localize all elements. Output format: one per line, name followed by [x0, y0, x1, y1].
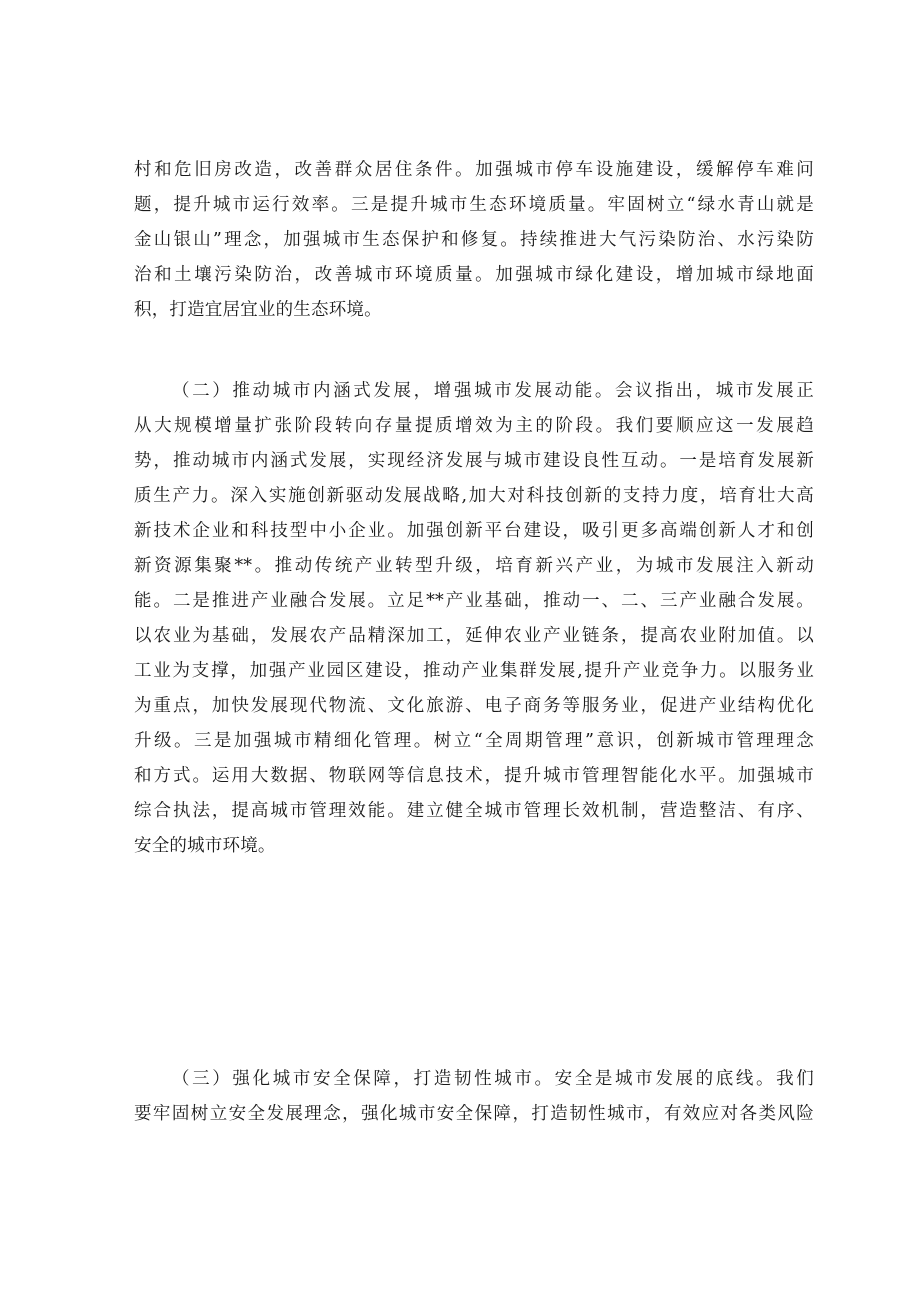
paragraph-line: 村和危旧房改造，改善群众居住条件。加强城市停车设施建设，缓解停车难问 — [134, 160, 814, 180]
paragraph-line: 质生产力。深入实施创新驱动发展战略,加大对科技创新的支持力度，培育壮大高 — [134, 486, 814, 506]
paragraph-line: 为重点，加快发展现代物流、文化旅游、电子商务等服务业，促进产业结构优化 — [134, 696, 814, 716]
paragraph-line: 要牢固树立安全发展理念，强化城市安全保障，打造韧性城市，有效应对各类风险 — [134, 1104, 814, 1124]
paragraph-line: 题，提升城市运行效率。三是提升城市生态环境质量。牢固树立“绿水青山就是 — [134, 195, 814, 215]
paragraph-line: 新技术企业和科技型中小企业。加强创新平台建设，吸引更多高端创新人才和创 — [134, 521, 814, 541]
paragraph-line: 以农业为基础，发展农产品精深加工，延伸农业产业链条，提高农业附加值。以 — [134, 626, 814, 646]
paragraph-line: 积，打造宜居宜业的生态环境。 — [134, 300, 382, 320]
paragraph-line: （二）推动城市内涵式发展，增强城市发展动能。会议指出，城市发展正 — [172, 381, 814, 401]
paragraph-1 — [134, 153, 814, 328]
paragraph-line: 新资源集聚**。推动传统产业转型升级，培育新兴产业，为城市发展注入新动 — [134, 556, 814, 576]
paragraph-2 — [134, 374, 814, 864]
paragraph-line: 安全的城市环境。 — [134, 836, 276, 856]
paragraph-line: 治和土壤污染防治，改善城市环境质量。加强城市绿化建设，增加城市绿地面 — [134, 265, 814, 285]
paragraph-line: 升级。三是加强城市精细化管理。树立“全周期管理”意识，创新城市管理理念 — [134, 731, 814, 751]
paragraph-line: 和方式。运用大数据、物联网等信息技术，提升城市管理智能化水平。加强城市 — [134, 766, 814, 786]
paragraph-line: （三）强化城市安全保障，打造韧性城市。安全是城市发展的底线。我们 — [172, 1069, 814, 1089]
paragraph-line: 从大规模增量扩张阶段转向存量提质增效为主的阶段。我们要顺应这一发展趋 — [134, 416, 814, 436]
paragraph-line: 综合执法，提高城市管理效能。建立健全城市管理长效机制，营造整洁、有序、 — [134, 801, 814, 821]
paragraph-line: 金山银山”理念，加强城市生态保护和修复。持续推进大气污染防治、水污染防 — [134, 230, 814, 250]
paragraph-line: 能。二是推进产业融合发展。立足**产业基础，推动一、二、三产业融合发展。 — [134, 591, 814, 611]
paragraph-3 — [134, 1062, 814, 1132]
paragraph-line: 势，推动城市内涵式发展，实现经济发展与城市建设良性互动。一是培育发展新 — [134, 451, 814, 471]
paragraph-line: 工业为支撑，加强产业园区建设，推动产业集群发展,提升产业竞争力。以服务业 — [134, 661, 814, 681]
